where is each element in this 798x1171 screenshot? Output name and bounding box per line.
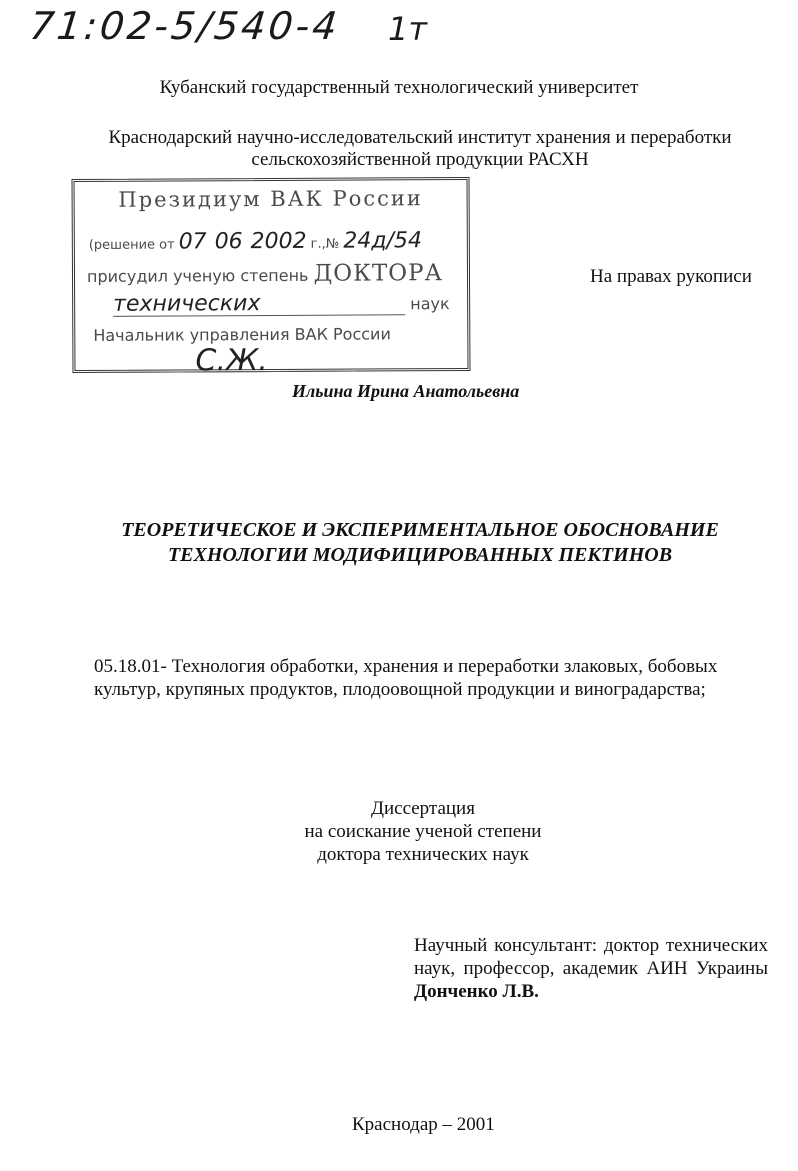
institute-name [60, 127, 780, 171]
stamp-decision-line [89, 228, 481, 255]
title-line-1: ТЕОРЕТИЧЕСКОЕ И ЭКСПЕРИМЕНТАЛЬНОЕ ОБОСНОВАНИЕ [121, 519, 719, 541]
stamp-science-field: технических [113, 292, 405, 317]
stamp-decision-prefix: (решение от [88, 237, 175, 253]
consultant-name: Донченко Л.В. [414, 981, 539, 1002]
stamp-title: Президиум ВАК России [118, 186, 423, 212]
stamp-science-line [113, 292, 505, 317]
specialty-code [94, 655, 764, 701]
institute-line-1: Краснодарский научно-исследовательский институт хранения и переработки [108, 127, 732, 148]
author-name: Ильина Ирина Анатольевна [292, 381, 520, 401]
dissertation-type [0, 797, 798, 866]
stamp-award-line [87, 260, 479, 288]
dissertation-title [0, 518, 798, 568]
stamp-award-degree: ДОКТОРА [313, 260, 444, 287]
stamp-decision-number: 24д/54 [343, 228, 422, 254]
title-line-2: ТЕХНОЛОГИИ МОДИФИЦИРОВАННЫХ ПЕКТИНОВ [167, 544, 673, 566]
stamp-decision-number-prefix: № [325, 236, 340, 252]
archive-page-handwritten: 1т [388, 10, 427, 48]
stamp-decision-day: 07 [178, 229, 207, 255]
stamp-decision-year-suffix: г., [310, 236, 326, 252]
stamp-signature: С.Ж. [195, 343, 268, 379]
specialty-line-1: 05.18.01- Технология обработки, хранения и переработки злаковых, бобовых [94, 656, 718, 677]
specialty-line-2: культур, крупяных продуктов, плодоовощной продукции и виноградарства; [94, 679, 706, 700]
dissertation-line-1: Диссертация [371, 798, 475, 819]
archive-code-handwritten: 71:02-5/540-4 [27, 4, 342, 48]
stamp-decision-year: 2002 [250, 228, 307, 255]
stamp-head-line: Начальник управления ВАК России [93, 324, 391, 345]
stamp-award-prefix: присудил ученую степень [86, 265, 309, 286]
scientific-consultant [414, 934, 768, 1003]
vak-stamp [71, 177, 470, 379]
university-name: Кубанский государственный технологический университет [159, 77, 639, 98]
stamp-decision-month: 06 [214, 229, 243, 255]
dissertation-line-3: доктора технических наук [317, 844, 529, 865]
manuscript-rights: На правах рукописи [590, 266, 752, 287]
institute-line-2: сельскохозяйственной продукции РАСХН [251, 149, 589, 170]
city-year: Краснодар – 2001 [352, 1114, 495, 1135]
dissertation-line-2: на соискание ученой степени [304, 821, 542, 842]
consultant-text: Научный консультант: доктор технических наук, профессор, академик АИН Украины [414, 935, 768, 979]
stamp-science-suffix: наук [410, 294, 450, 314]
